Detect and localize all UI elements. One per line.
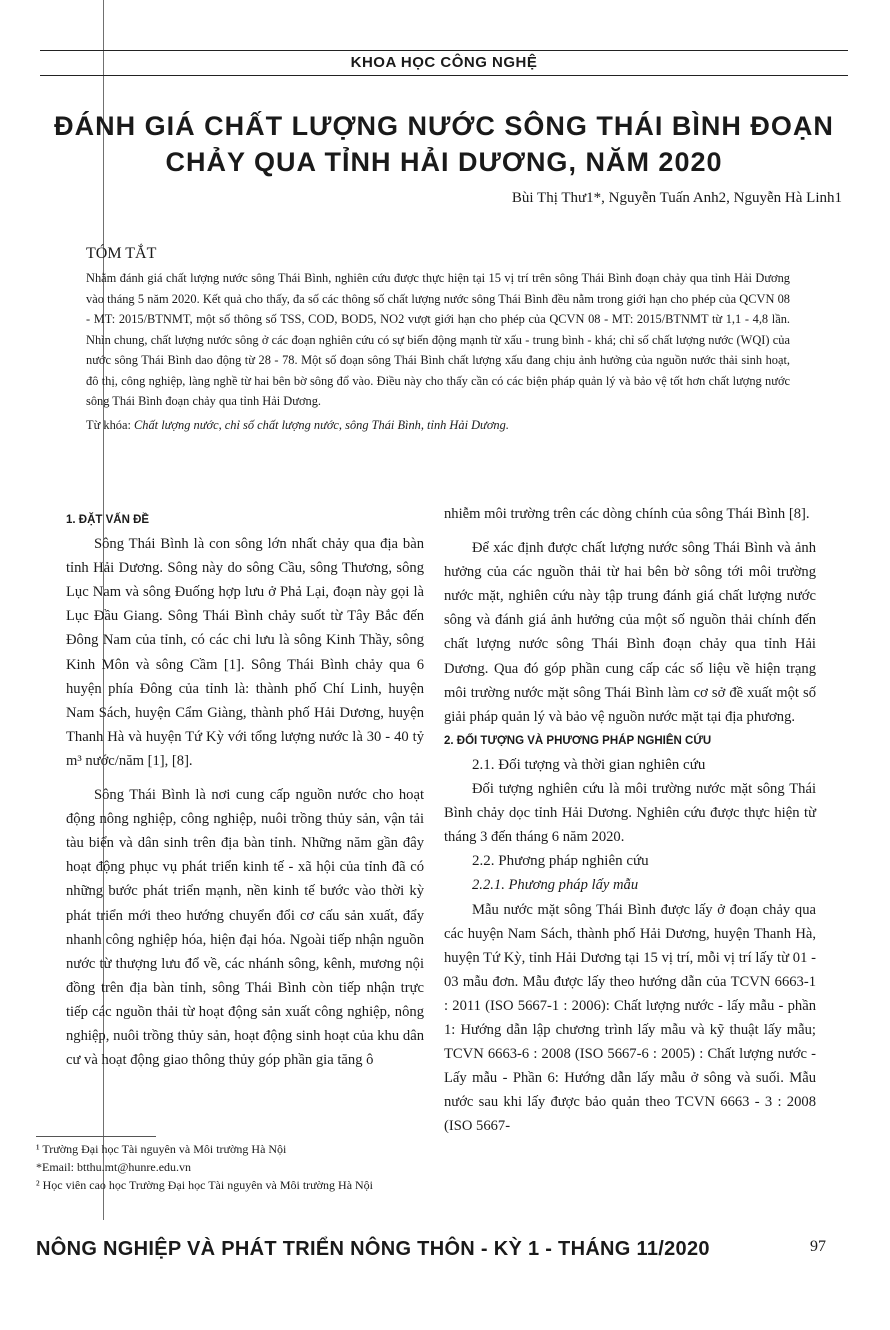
section-header [40,50,848,76]
page-number: 97 [810,1238,826,1255]
keywords-label: Từ khóa: [86,417,131,432]
footnote-rule [36,1136,156,1137]
footnotes [36,1140,426,1194]
paper-title [40,108,848,180]
subsection-2-2: 2.2. Phương pháp nghiên cứu [472,853,649,870]
footnote-email: *Email: btthu.mt@hunre.edu.vn [36,1160,192,1174]
title-line-2: CHẢY QUA TỈNH HẢI DƯƠNG, NĂM 2020 [165,147,723,177]
abstract-heading: TÓM TẮT [86,245,157,262]
keywords [86,415,790,436]
section-label: KHOA HỌC CÔNG NGHỆ [350,54,538,71]
abstract-text: Nhằm đánh giá chất lượng nước sông Thái Bình, nghiên cứu được thực hiện tại 15 vị trí trên sông Thái Bình đoạn chảy qua tỉnh Hải Dương vào tháng 5 năm 2020. Kết quả cho thấy, đa số các thông số chất lượng nước sông Thái Bình đều nằm trong giới hạn cho phép của QCVN 08 - MT: 2015/BTNMT, một số thông số TSS, COD, BOD5, NO2 vượt giới hạn cho phép của QCVN 08 - MT: 2015/BTNMT từ 1,1 - 4,8 lần. Nhìn chung, chất lượng nước sông ở các đoạn nghiên cứu có sự biến động mạnh từ xấu - trung bình - khá; chỉ số chất lượng nước (WQI) của nước sông Thái Bình dao động từ 28 - 78. Một số đoạn sông Thái Bình chất lượng xấu đang chịu ảnh hưởng của nguồn nước thải sinh hoạt, đô thị, công nghiệp, làng nghề từ hai bên bờ sông đổ vào. Điều này cho thấy cần có các biện pháp quản lý và bảo vệ tốt hơn chất lượng nước sông Thái Bình đoạn chảy qua tỉnh Hải Dương. [86,271,790,408]
subsection-2-2-1: 2.2.1. Phương pháp lấy mẫu [472,877,639,894]
title-line-1: ĐÁNH GIÁ CHẤT LƯỢNG NƯỚC SÔNG THÁI BÌNH ĐOẠN [54,111,834,141]
paragraph: Đối tượng nghiên cứu là môi trường nước mặt sông Thái Bình chảy dọc tỉnh Hải Dương. Nghiên cứu được thực hiện từ tháng 3 đến tháng 6 năm 2020. [444,781,816,846]
section-2-heading: 2. ĐỐI TƯỢNG VÀ PHƯƠNG PHÁP NGHIÊN CỨU [444,734,712,747]
footnote-2: ² Học viên cao học Trường Đại học Tài nguyên và Môi trường Hà Nội [36,1178,374,1192]
section-1-heading: 1. ĐẶT VẤN ĐỀ [66,514,150,526]
paragraph: Mẫu nước mặt sông Thái Bình được lấy ở đoạn chảy qua các huyện Nam Sách, thành phố Hải Dương, huyện Thanh Hà, huyện Tứ Kỳ, tỉnh Hải Dương tại 15 vị trí, mỗi vị trí lấy từ 01 - 03 mẫu đơn. Mẫu được lấy theo hướng dẫn của TCVN 6663-1 : 2011 (ISO 5667-1 : 2006): Chất lượng nước - lấy mẫu - phần 1: Hướng dẫn lập chương trình lấy mẫu và kỹ thuật lấy mẫu; TCVN 6663-6 : 2008 (ISO 5667-6 : 2005) : Chất lượng nước - Lấy mẫu - Phần 6: Hướng dẫn lấy mẫu ở sông và suối. Mẫu nước sau khi lấy được bảo quản theo TCVN 6663 - 3 : 2008 (ISO 5667- [444,901,816,1135]
subsection-2-1: 2.1. Đối tượng và thời gian nghiên cứu [472,756,706,773]
paragraph: nhiễm môi trường trên các dòng chính của sông Thái Bình [8]. [444,506,810,522]
paragraph: Để xác định được chất lượng nước sông Thái Bình và ảnh hưởng của các nguồn thải từ hai bên bờ sông tới môi trường nước mặt, nghiên cứu này tập trung đánh giá chất lượng nước sông và đánh giá ảnh hưởng của một số nguồn thải chính đến chất lượng nước sông Thái Bình đoạn chảy qua tỉnh Hải Dương. Qua đó góp phần cung cấp các số liệu về hiện trạng môi trường nước mặt sông Thái Bình làm cơ sở đề xuất một số giải pháp quản lý và bảo vệ nguồn nước mặt tại địa phương. [444,540,816,725]
paragraph: Sông Thái Bình là con sông lớn nhất chảy qua địa bàn tỉnh Hải Dương. Sông này do sông Cầu, sông Thương, sông Lục Nam và sông Đuống hợp lưu ở Phả Lại, đoạn này gọi là Lục Đầu Giang. Sông Thái Bình chảy suốt từ Tây Bắc đến Đông Nam của tỉnh, có các chi lưu là sông Kinh Thầy, sông Kinh Môn và sông Cầm [1]. Sông Thái Bình chảy qua 6 huyện phía Đông của tỉnh là: thành phố Chí Linh, huyện Nam Sách, huyện Cẩm Giàng, thành phố Hải Dương, huyện Thanh Hà và huyện Tứ Kỳ với tổng lượng nước là 30 - 40 tỷ m³ nước/năm [1], [8]. [66,536,424,769]
right-column [444,502,816,1138]
journal-footer: NÔNG NGHIỆP VÀ PHÁT TRIỂN NÔNG THÔN - KỲ 1 - THÁNG 11/2020 [36,1238,710,1260]
authors: Bùi Thị Thư1*, Nguyễn Tuấn Anh2, Nguyễn Hà Linh1 [511,190,842,206]
paragraph: Sông Thái Bình là nơi cung cấp nguồn nước cho hoạt động nông nghiệp, công nghiệp, nuôi trồng thủy sản, vận tải tàu biển và dân sinh trên địa bàn tỉnh. Những năm gần đây hoạt động phục vụ phát triển kinh tế - xã hội của tỉnh đã có những bước phát triển mạnh, nền kinh tế bước vào thời kỳ phát triển mới theo hướng chuyển đổi cơ cấu sản xuất, đẩy nhanh công nghiệp hóa, hiện đại hóa. Ngoài tiếp nhận nguồn nước từ thượng lưu đổ về, các nhánh sông, kênh, mương nội đồng trên địa bàn tỉnh, sông Thái Bình còn tiếp nhận trực tiếp các nguồn thải từ hoạt động sản xuất công nghiệp, nông nghiệp, nuôi trồng thủy sản, hoạt động sinh hoạt của khu dân cư và hoạt động giao thông thủy góp phần gia tăng ô [66,787,424,1069]
keywords-text: Chất lượng nước, chỉ số chất lượng nước, sông Thái Bình, tỉnh Hải Dương. [134,417,509,432]
footnote-1: ¹ Trường Đại học Tài nguyên và Môi trường Hà Nội [36,1142,287,1156]
left-column [66,508,424,1072]
abstract [86,268,790,435]
